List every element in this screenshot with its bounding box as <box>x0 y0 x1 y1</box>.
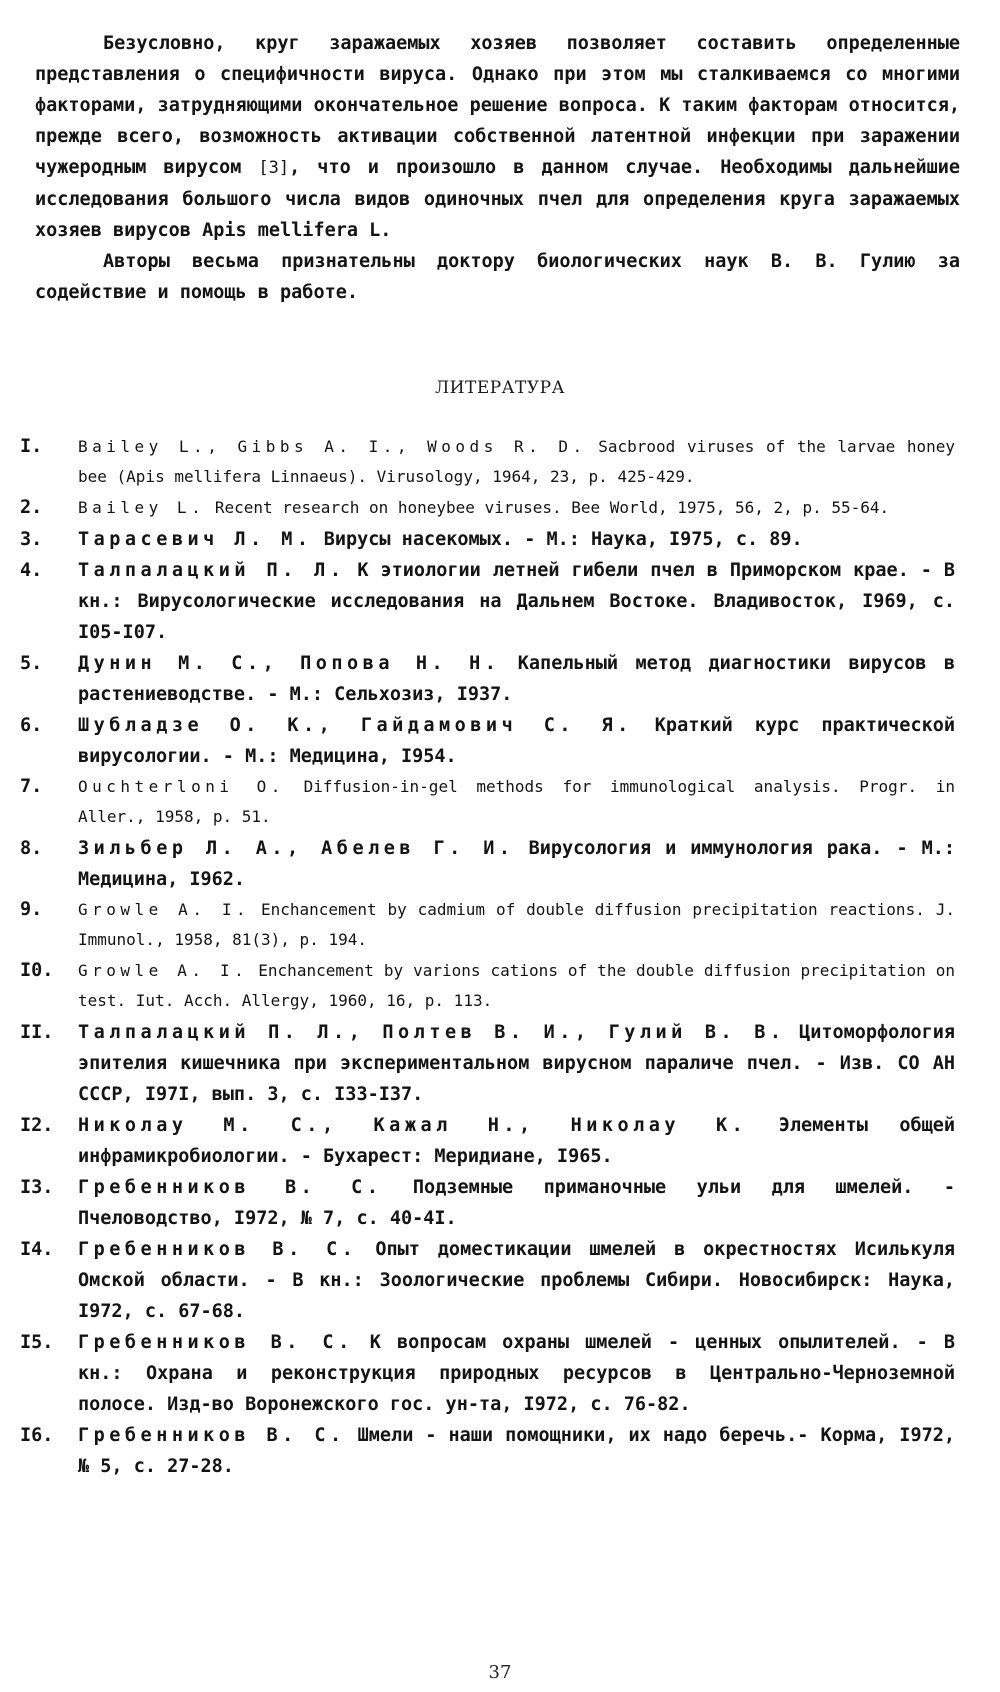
reference-text: Капельный метод диагностики вирусов в растениеводстве. - М.: Сельхозиз, I937. <box>78 653 956 705</box>
reference-item <box>20 1234 955 1327</box>
acknowledgement-text: Авторы весьма признательны доктору биологических наук В. В. Гулию за содействие и помощь в работе. <box>35 251 960 303</box>
reference-text: Recent research on honeybee viruses. Bee World, 1975, 56, 2, p. 55-64. <box>214 498 890 517</box>
reference-authors: Талпалацкий П. Л., Полтев В. И., Гулий В. В. <box>78 1022 786 1043</box>
reference-text: Enchancement by varions cations of the double diffusion precipitation on test. Iut. Acch. Allergy, 1960, 16, p. 113. <box>78 961 955 1010</box>
reference-number: 8. <box>20 838 43 859</box>
paragraph-1-text-cont: , что и произошло в данном случае. Необходимы дальнейшие исследования большого числа видов одиночных пчел для определения круга заражаемых хозяев вирусов Apis mellifera L. <box>35 157 961 241</box>
reference-item <box>20 1327 955 1420</box>
reference-item <box>20 524 955 555</box>
paragraph-2 <box>35 246 960 308</box>
reference-authors: Bailey L., Gibbs A. I., Woods R. D. <box>78 437 587 456</box>
references-heading: ЛИТЕРАТУРА <box>434 378 565 398</box>
reference-text: Шмели - наши помощники, их надо беречь.- Корма, I972, № 5, с. 27-28. <box>78 1425 955 1477</box>
reference-authors: Шубладзе О. К., Гайдамович С. Я. <box>78 715 633 736</box>
reference-number: 2. <box>20 497 43 518</box>
reference-text: Опыт доместикации шмелей в окрестностях Исилькуля Омской области. - В кн.: Зоологические проблемы Сибири. Новосибирск: Наука, I972, с. 67-68. <box>78 1239 955 1322</box>
reference-text: Подземные приманочные ульи для шмелей. - Пчеловодство, I972, № 7, с. 40-4I. <box>78 1177 955 1229</box>
reference-number: I0. <box>20 960 54 981</box>
reference-item <box>20 710 955 772</box>
reference-text: Элементы общей инфрамикробиологии. - Бухарест: Меридиане, I965. <box>78 1115 956 1167</box>
citation-ref: [3] <box>258 158 290 178</box>
reference-authors: Ouchterloni O. <box>78 777 285 796</box>
reference-item <box>20 555 955 648</box>
reference-text: Enchancement by cadmium of double diffusion precipitation reactions. J. Immunol., 1958, 81(3), p. 194. <box>78 900 955 949</box>
reference-authors: Гребенников В. С. <box>78 1425 346 1446</box>
reference-authors: Growle A. I. <box>78 900 251 919</box>
reference-authors: Зильбер Л. А., Абелев Г. И. <box>78 838 515 859</box>
reference-number: I3. <box>20 1177 54 1198</box>
reference-item <box>20 772 955 832</box>
reference-item <box>20 648 955 710</box>
reference-text: Цитоморфология эпителия кишечника при экспериментальном вирусном параличе пчел. - Изв. СО АН СССР, I97I, вып. 3, с. I33-I37. <box>78 1022 956 1105</box>
reference-item <box>20 432 955 492</box>
reference-authors: Дунин М. С., Попова Н. Н. <box>78 653 501 674</box>
reference-text: Diffusion-in-gel methods for immunological analysis. Progr. in Aller., 1958, p. 51. <box>78 777 956 826</box>
reference-authors: Bailey L. <box>78 498 206 517</box>
reference-item <box>20 1420 955 1482</box>
reference-text: Sacbrood viruses of the larvae honey bee (Apis mellifera Linnaeus). Virusology, 1964, 23, p. 425-429. <box>78 437 956 486</box>
reference-number: 7. <box>20 776 43 797</box>
reference-number: 6. <box>20 715 43 736</box>
body-text <box>35 28 960 308</box>
reference-text: К вопросам охраны шмелей - ценных опылителей. - В кн.: Охрана и реконструкция природных ресурсов в Центрально-Черноземной полосе. Изд-во Воронежского гос. ун-та, I972, с. 76-82. <box>78 1332 955 1415</box>
page-number: 37 <box>488 1662 512 1683</box>
reference-text: К этиологии летней гибели пчел в Приморском крае. - В кн.: Вирусологические исследования на Дальнем Востоке. Владивосток, I969, с. I05-I07. <box>78 560 955 643</box>
reference-item <box>20 833 955 895</box>
paragraph-1 <box>35 28 960 246</box>
reference-text: Краткий курс практической вирусологии. - М.: Медицина, I954. <box>78 715 955 767</box>
reference-item <box>20 493 955 523</box>
reference-item <box>20 1017 955 1110</box>
reference-authors: Тарасевич Л. М. <box>78 529 313 550</box>
reference-authors: Growle A. I. <box>78 961 249 980</box>
reference-number: I4. <box>20 1239 54 1260</box>
reference-authors: Гребенников В. С. <box>78 1177 383 1198</box>
reference-number: I. <box>20 436 43 457</box>
reference-number: I6. <box>20 1425 54 1446</box>
reference-text: Вирусология и иммунология рака. - М.: Медицина, I962. <box>78 838 956 890</box>
reference-item <box>20 1172 955 1234</box>
reference-number: I2. <box>20 1115 54 1136</box>
reference-authors: Талпалацкий П. Л. <box>78 560 346 581</box>
reference-text: Вирусы насекомых. - М.: Наука, I975, с. 89. <box>323 529 803 550</box>
paragraph-1-text: Безусловно, круг заражаемых хозяев позволяет составить определенные представления о специфичности вируса. Однако при этом мы сталкиваемся со многими факторами, затрудняющими окончательное решение вопроса. К таким факторам относится, прежде всего, возможность активации собственной латентной инфекции при заражении чужеродным вирусом <box>35 33 960 178</box>
reference-item <box>20 1110 955 1172</box>
reference-list <box>20 432 955 1482</box>
reference-number: 5. <box>20 653 43 674</box>
reference-number: 4. <box>20 560 43 581</box>
reference-authors: Гребенников В. С. <box>78 1332 354 1353</box>
reference-number: 3. <box>20 529 43 550</box>
reference-number: I5. <box>20 1332 54 1353</box>
reference-item <box>20 956 955 1016</box>
reference-number: II. <box>20 1022 54 1043</box>
reference-item <box>20 895 955 955</box>
reference-number: 9. <box>20 899 43 920</box>
reference-authors: Николау М. С., Кажал Н., Николау К. <box>78 1115 748 1136</box>
reference-authors: Гребенников В. С. <box>78 1239 358 1260</box>
